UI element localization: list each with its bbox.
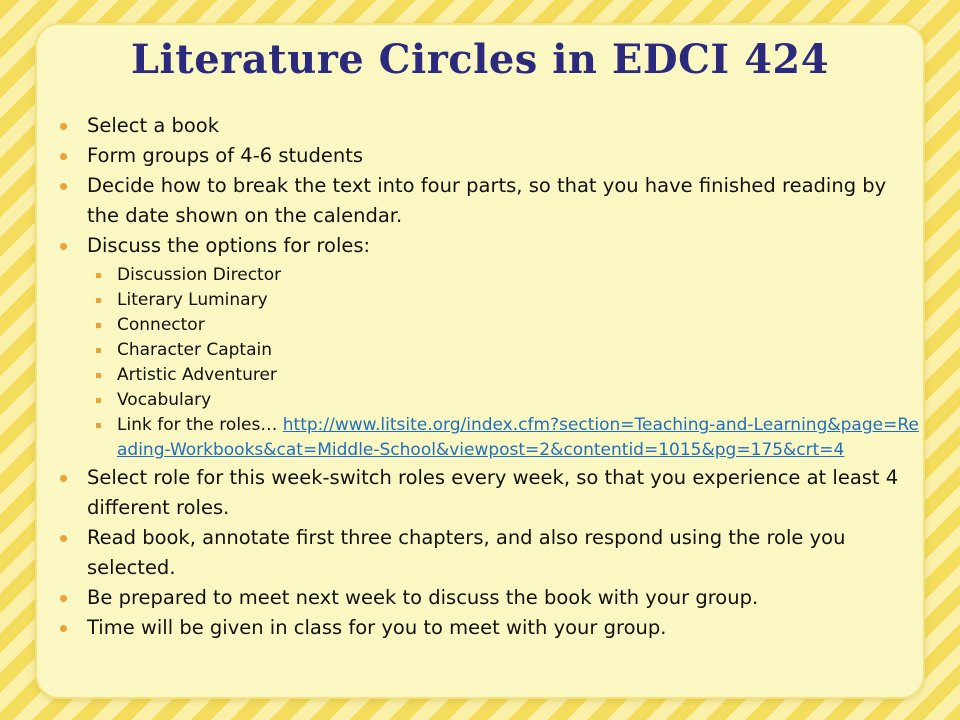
roles-list <box>87 263 924 463</box>
bullet-dot-icon <box>60 595 67 602</box>
list-item <box>58 141 924 171</box>
bullet-text: Discuss the options for roles: <box>87 234 371 257</box>
bullet-text: Be prepared to meet next week to discuss the book with your group. <box>87 586 759 609</box>
role-text: Literary Luminary <box>117 290 268 310</box>
bullet-dot-icon <box>60 123 67 130</box>
bullet-text: Decide how to break the text into four parts, so that you have finished reading by the date shown on the calendar. <box>87 174 887 227</box>
list-item <box>58 111 924 141</box>
bullet-text: Read book, annotate first three chapters, and also respond using the role you selected. <box>87 526 846 579</box>
slide-content <box>58 111 924 643</box>
list-item <box>58 613 924 643</box>
role-item <box>87 388 924 413</box>
roles-link[interactable]: http://www.litsite.org/index.cfm?section=Teaching-and-Learning&page=Reading-Workbooks&cat=Middle-School&viewpost=2&contentid=1015&pg=175&crt=4 <box>117 415 919 460</box>
bullet-dot-icon <box>60 625 67 632</box>
role-text: Connector <box>117 315 205 335</box>
role-item <box>87 338 924 363</box>
role-item <box>87 363 924 388</box>
square-bullet-icon <box>96 273 101 278</box>
list-item <box>58 583 924 613</box>
bullet-text: Select a book <box>87 114 220 137</box>
role-link-item <box>87 413 924 463</box>
role-text: Artistic Adventurer <box>117 365 277 385</box>
slide-title: Literature Circles in EDCI 424 <box>130 36 830 83</box>
role-item <box>87 263 924 288</box>
role-text: Vocabulary <box>117 390 212 410</box>
role-item <box>87 288 924 313</box>
bullet-text: Select role for this week-switch roles every week, so that you experience at least 4 different roles. <box>87 466 899 519</box>
square-bullet-icon <box>96 373 101 378</box>
bullet-list <box>58 111 924 643</box>
role-text: Character Captain <box>117 340 272 360</box>
square-bullet-icon <box>96 348 101 353</box>
bullet-dot-icon <box>60 243 67 250</box>
bullet-text: Time will be given in class for you to meet with your group. <box>87 616 667 639</box>
bullet-dot-icon <box>60 535 67 542</box>
list-item <box>58 231 924 463</box>
square-bullet-icon <box>96 398 101 403</box>
role-item <box>87 313 924 338</box>
role-text: Discussion Director <box>117 265 282 285</box>
bullet-dot-icon <box>60 475 67 482</box>
bullet-dot-icon <box>60 153 67 160</box>
list-item <box>58 171 924 231</box>
square-bullet-icon <box>96 323 101 328</box>
bullet-text: Form groups of 4-6 students <box>87 144 364 167</box>
bullet-dot-icon <box>60 183 67 190</box>
square-bullet-icon <box>96 298 101 303</box>
link-prefix-text: Link for the roles… <box>117 415 283 435</box>
square-bullet-icon <box>96 423 101 428</box>
list-item <box>58 523 924 583</box>
list-item <box>58 463 924 523</box>
